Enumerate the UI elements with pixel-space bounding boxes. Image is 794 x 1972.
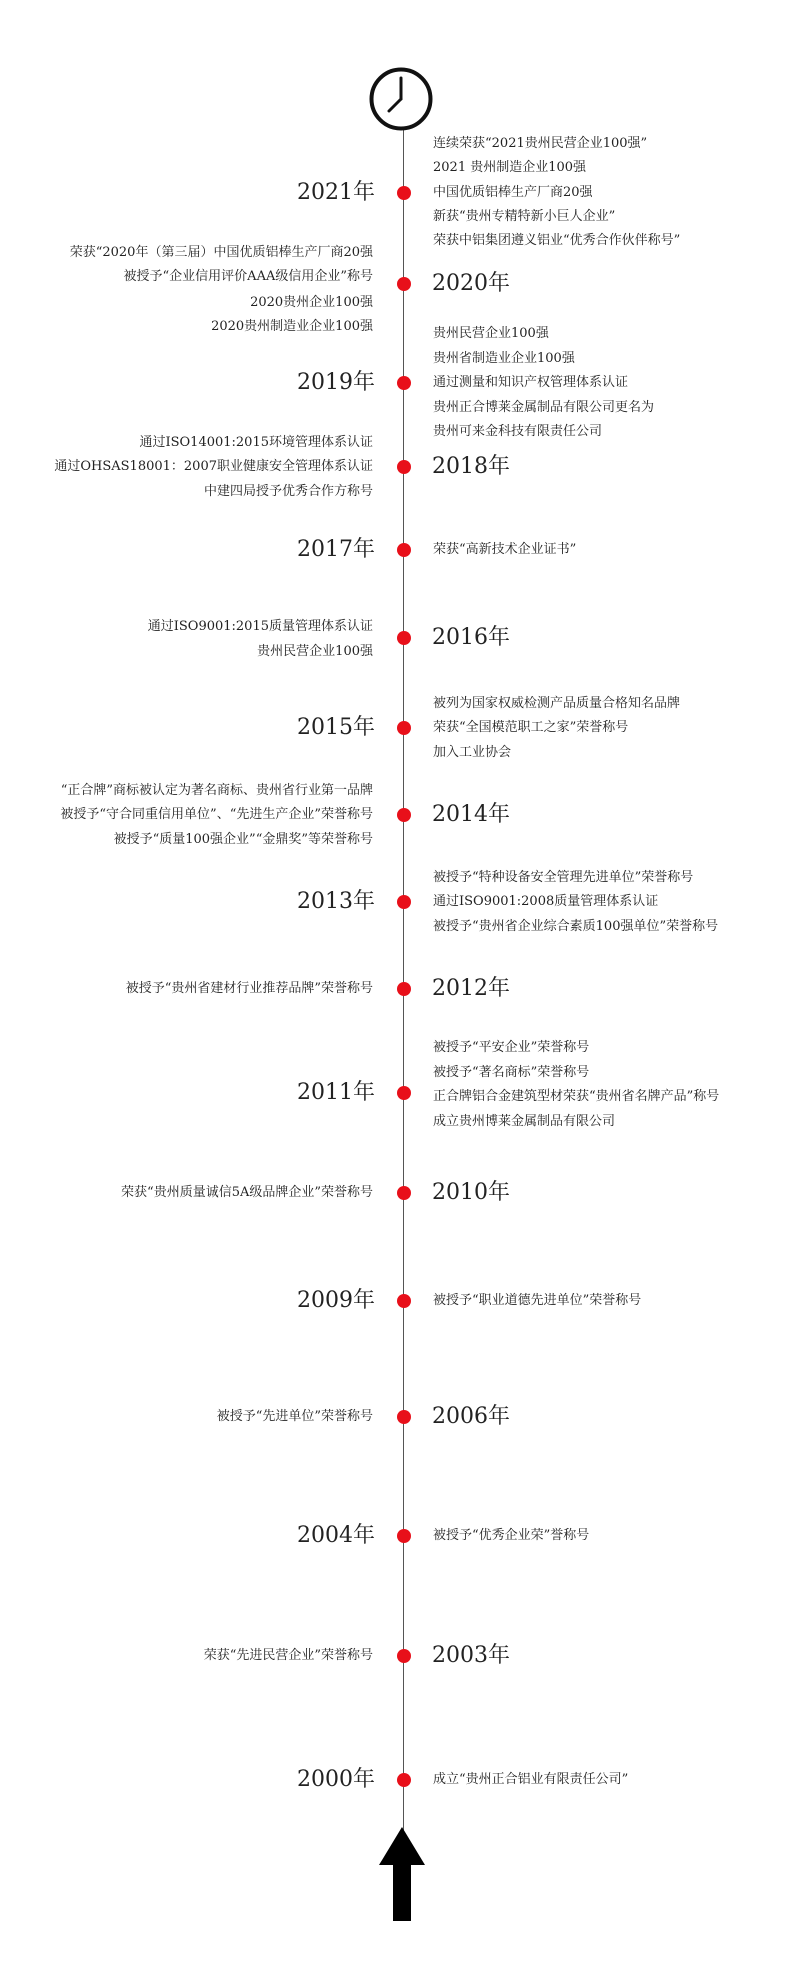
year-label: 2000年 (297, 1767, 375, 1792)
up-arrow-icon (379, 1827, 425, 1921)
year-label: 2016年 (432, 625, 510, 650)
milestone-text: 贵州可来金科技有限责任公司 (433, 424, 603, 439)
milestone-text: 被授予“先进单位”荣誉称号 (216, 1409, 373, 1424)
milestone-text: 荣获“贵州质量诚信5A级品牌企业”荣誉称号 (121, 1185, 373, 1200)
timeline-dot (397, 1086, 411, 1100)
milestone-text: 被授予“企业信用评价AAA级信用企业”称号 (123, 269, 373, 284)
milestone-text: 通过ISO9001:2008质量管理体系认证 (433, 894, 659, 909)
milestone-text: 被授予“特种设备安全管理先进单位”荣誉称号 (433, 870, 694, 885)
year-label: 2011年 (297, 1080, 375, 1105)
milestone-text: 贵州省制造业企业100强 (433, 351, 575, 366)
milestone-text: 通过测量和知识产权管理体系认证 (433, 375, 629, 390)
timeline-dot (397, 1186, 411, 1200)
milestone-text: 被授予“著名商标”荣誉称号 (433, 1065, 590, 1080)
milestone-text: 成立贵州博莱金属制品有限公司 (433, 1114, 616, 1129)
milestone-text: 正合牌铝合金建筑型材荣获“贵州省名牌产品”称号 (433, 1089, 720, 1104)
year-label: 2010年 (432, 1180, 510, 1205)
timeline-dot (397, 186, 411, 200)
milestone-text: 成立“贵州正合铝业有限责任公司” (433, 1772, 629, 1787)
timeline-dot (397, 1649, 411, 1663)
year-label: 2003年 (432, 1643, 510, 1668)
year-label: 2004年 (297, 1523, 375, 1548)
timeline-dot (397, 460, 411, 474)
year-label: 2014年 (432, 802, 510, 827)
timeline-dot (397, 1294, 411, 1308)
timeline-dot (397, 277, 411, 291)
milestone-text: 荣获中铝集团遵义铝业“优秀合作伙伴称号” (433, 233, 681, 248)
milestone-text: 连续荣获“2021贵州民营企业100强” (433, 136, 648, 151)
milestone-text: 被授予“质量100强企业”“金鼎奖”等荣誉称号 (113, 832, 373, 847)
milestone-text: 被授予“贵州省建材行业推荐品牌”荣誉称号 (125, 981, 373, 996)
milestone-text: 荣获“2020年（第三届）中国优质铝棒生产厂商20强 (69, 245, 373, 260)
milestone-text: 2021 贵州制造企业100强 (433, 160, 587, 175)
year-label: 2020年 (432, 271, 510, 296)
milestone-text: 通过OHSAS18001：2007职业健康安全管理体系认证 (54, 459, 373, 474)
year-label: 2015年 (297, 715, 375, 740)
milestone-text: 通过ISO9001:2015质量管理体系认证 (147, 619, 373, 634)
milestone-text: 被列为国家权威检测产品质量合格知名品牌 (433, 696, 681, 711)
timeline-dot (397, 895, 411, 909)
milestone-text: 2020贵州企业100强 (250, 295, 373, 310)
timeline-dot (397, 982, 411, 996)
year-label: 2012年 (432, 976, 510, 1001)
milestone-text: 中国优质铝棒生产厂商20强 (433, 185, 593, 200)
year-label: 2018年 (432, 454, 510, 479)
timeline-dot (397, 721, 411, 735)
year-label: 2021年 (297, 180, 375, 205)
timeline-dot (397, 1529, 411, 1543)
milestone-text: 荣获“全国模范职工之家”荣誉称号 (433, 720, 629, 735)
milestone-text: “正合牌”商标被认定为著名商标、贵州省行业第一品牌 (60, 783, 373, 798)
milestone-text: 通过ISO14001:2015环境管理体系认证 (139, 435, 373, 450)
milestone-text: 贵州民营企业100强 (257, 644, 373, 659)
year-label: 2017年 (297, 537, 375, 562)
milestone-text: 被授予“优秀企业荣”誉称号 (433, 1528, 590, 1543)
milestone-text: 2020贵州制造业企业100强 (211, 319, 373, 334)
milestone-text: 被授予“职业道德先进单位”荣誉称号 (433, 1293, 642, 1308)
timeline-dot (397, 1410, 411, 1424)
milestone-text: 加入工业协会 (433, 745, 512, 760)
year-label: 2019年 (297, 370, 375, 395)
timeline-dot (397, 1773, 411, 1787)
milestone-text: 荣获“高新技术企业证书” (433, 542, 577, 557)
year-label: 2013年 (297, 889, 375, 914)
timeline-dot (397, 376, 411, 390)
milestone-text: 中建四局授予优秀合作方称号 (203, 484, 373, 499)
milestone-text: 贵州正合博莱金属制品有限公司更名为 (433, 400, 655, 415)
milestone-text: 被授予“守合同重信用单位”、“先进生产企业”荣誉称号 (60, 807, 373, 822)
timeline-dot (397, 631, 411, 645)
timeline-dot (397, 543, 411, 557)
clock-icon (368, 66, 434, 132)
milestone-text: 贵州民营企业100强 (433, 326, 549, 341)
milestone-text: 被授予“平安企业”荣誉称号 (433, 1040, 590, 1055)
milestone-text: 新获“贵州专精特新小巨人企业” (433, 209, 616, 224)
milestone-text: 被授予“贵州省企业综合素质100强单位”荣誉称号 (433, 919, 719, 934)
timeline-dot (397, 808, 411, 822)
year-label: 2006年 (432, 1404, 510, 1429)
milestone-text: 荣获“先进民营企业”荣誉称号 (203, 1648, 373, 1663)
year-label: 2009年 (297, 1288, 375, 1313)
